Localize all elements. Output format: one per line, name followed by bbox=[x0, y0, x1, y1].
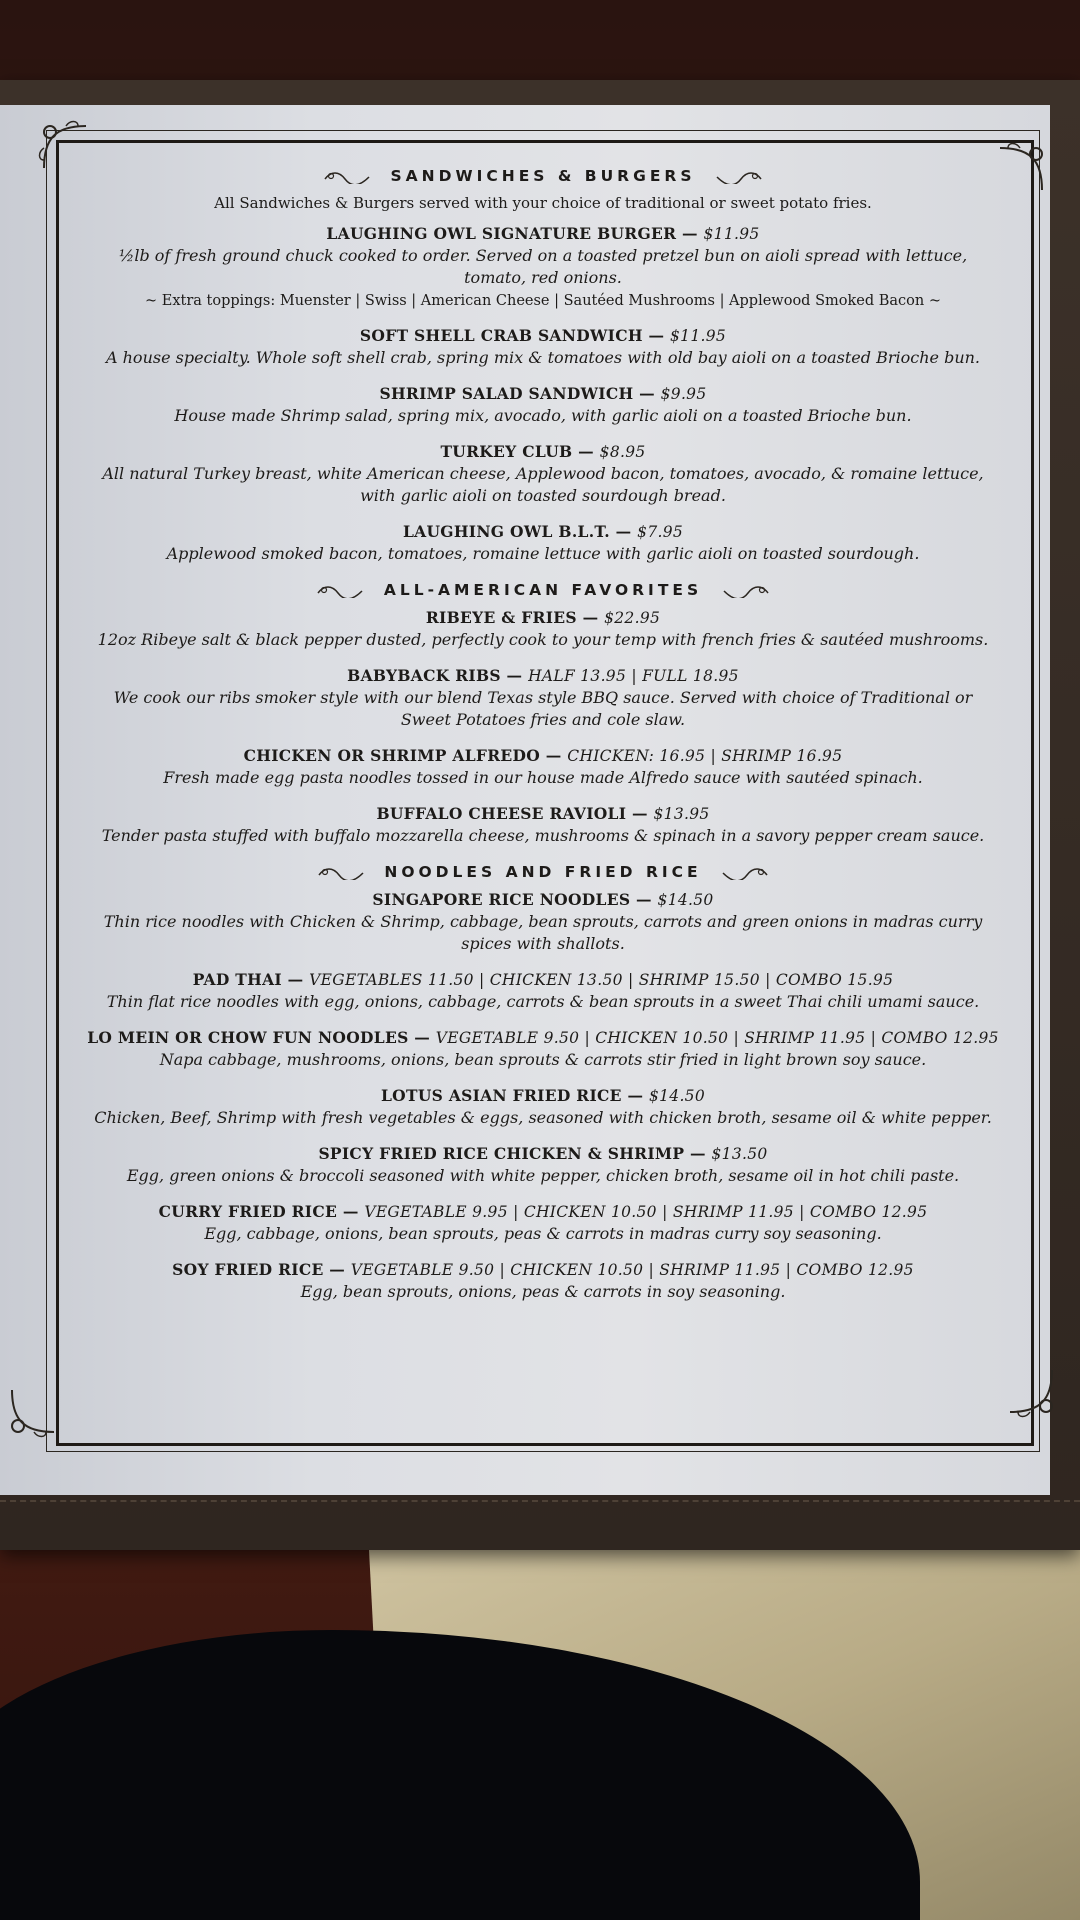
section-note: All Sandwiches & Burgers served with your choice of traditional or sweet potato fries. bbox=[214, 194, 872, 212]
menu-item bbox=[60, 803, 1026, 847]
item-description: Egg, bean sprouts, onions, peas & carrots in soy seasoning. bbox=[300, 1282, 786, 1301]
item-title: SOY FRIED RICE — VEGETABLE 9.50 | CHICKEN 10.50 | SHRIMP 11.95 | COMBO 12.95 bbox=[172, 1260, 914, 1279]
item-price: CHICKEN: 16.95 | SHRIMP 16.95 bbox=[567, 747, 843, 765]
item-title: LAUGHING OWL SIGNATURE BURGER — $11.95 bbox=[326, 224, 760, 243]
flourish-ornament-icon bbox=[317, 866, 365, 880]
item-price: VEGETABLE 9.50 | CHICKEN 10.50 | SHRIMP 11.95 | COMBO 12.95 bbox=[435, 1029, 999, 1047]
section-title-sandwiches: SANDWICHES & BURGERS bbox=[390, 167, 696, 185]
item-title: LAUGHING OWL B.L.T. — $7.95 bbox=[402, 522, 684, 541]
menu-item bbox=[60, 521, 1026, 565]
menu-content bbox=[60, 165, 1026, 1435]
flourish-ornament-icon bbox=[316, 584, 364, 598]
item-description: Thin flat rice noodles with egg, onions, cabbage, carrots & bean sprouts in a sweet Thai chili umami sauce. bbox=[106, 992, 980, 1011]
flourish-ornament-icon bbox=[721, 866, 769, 880]
corner-scroll-icon bbox=[4, 1380, 64, 1440]
item-price: $11.95 bbox=[670, 327, 727, 345]
item-description: 12oz Ribeye salt & black pepper dusted, perfectly cook to your temp with french fries & sautéed mushrooms. bbox=[97, 630, 989, 649]
item-price: $22.95 bbox=[604, 609, 661, 627]
item-price: VEGETABLES 11.50 | CHICKEN 13.50 | SHRIMP 15.50 | COMBO 15.95 bbox=[309, 971, 894, 989]
menu-item bbox=[60, 441, 1026, 507]
folder-stitching bbox=[0, 1500, 1080, 1504]
item-title: SOFT SHELL CRAB SANDWICH — $11.95 bbox=[359, 326, 727, 345]
item-price: $13.95 bbox=[653, 805, 710, 823]
item-price: $7.95 bbox=[637, 523, 684, 541]
item-price: VEGETABLE 9.50 | CHICKEN 10.50 | SHRIMP 11.95 | COMBO 12.95 bbox=[350, 1261, 914, 1279]
item-price: $8.95 bbox=[599, 443, 646, 461]
flourish-ornament-icon bbox=[715, 170, 763, 184]
item-price: HALF 13.95 | FULL 18.95 bbox=[528, 667, 739, 685]
item-title: PAD THAI — VEGETABLES 11.50 | CHICKEN 13.50 | SHRIMP 15.50 | COMBO 15.95 bbox=[192, 970, 894, 989]
item-title: CURRY FRIED RICE — VEGETABLE 9.95 | CHICKEN 10.50 | SHRIMP 11.95 | COMBO 12.95 bbox=[158, 1202, 928, 1221]
extra-toppings: ~ Extra toppings: Muenster | Swiss | American Cheese | Sautéed Mushrooms | Applewood Smoked Bacon ~ bbox=[145, 293, 941, 309]
item-price: $9.95 bbox=[660, 385, 707, 403]
item-title: CHICKEN OR SHRIMP ALFREDO — CHICKEN: 16.95 | SHRIMP 16.95 bbox=[243, 746, 843, 765]
menu-item bbox=[60, 889, 1026, 955]
item-title: LOTUS ASIAN FRIED RICE — $14.50 bbox=[380, 1086, 706, 1105]
item-price: $11.95 bbox=[703, 225, 760, 243]
flourish-ornament-icon bbox=[722, 584, 770, 598]
menu-item bbox=[60, 1259, 1026, 1303]
item-description: Egg, green onions & broccoli seasoned with white pepper, chicken broth, sesame oil in hot chili paste. bbox=[126, 1166, 960, 1185]
item-description: Napa cabbage, mushrooms, onions, bean sprouts & carrots stir fried in light brown soy sauce. bbox=[159, 1050, 927, 1069]
menu-item bbox=[60, 223, 1026, 311]
item-description: All natural Turkey breast, white American cheese, Applewood bacon, tomatoes, avocado, & romaine lettuce, with garlic aioli on toasted sourdough bread. bbox=[102, 464, 984, 505]
item-description: Thin rice noodles with Chicken & Shrimp, cabbage, bean sprouts, carrots and green onions in madras curry spices with shallots. bbox=[103, 912, 983, 953]
menu-item bbox=[60, 745, 1026, 789]
item-title: SPICY FRIED RICE CHICKEN & SHRIMP — $13.50 bbox=[318, 1144, 768, 1163]
item-description: Applewood smoked bacon, tomatoes, romaine lettuce with garlic aioli on toasted sourdough. bbox=[166, 544, 920, 563]
item-title: TURKEY CLUB — $8.95 bbox=[440, 442, 646, 461]
section-title-all-american: ALL-AMERICAN FAVORITES bbox=[383, 581, 703, 599]
item-title: RIBEYE & FRIES — $22.95 bbox=[425, 608, 661, 627]
item-description: ½lb of fresh ground chuck cooked to order. Served on a toasted pretzel bun on aioli spread with lettuce, tomato, red onions. bbox=[118, 246, 968, 287]
flourish-ornament-icon bbox=[323, 170, 371, 184]
menu-item bbox=[60, 325, 1026, 369]
item-description: A house specialty. Whole soft shell crab, spring mix & tomatoes with old bay aioli on a toasted Brioche bun. bbox=[105, 348, 981, 367]
item-title: BUFFALO CHEESE RAVIOLI — $13.95 bbox=[376, 804, 710, 823]
item-description: Fresh made egg pasta noodles tossed in our house made Alfredo sauce with sautéed spinach. bbox=[163, 768, 923, 787]
item-description: We cook our ribs smoker style with our blend Texas style BBQ sauce. Served with choice of Traditional or Sweet Potatoes fries and cole slaw. bbox=[113, 688, 973, 729]
item-title: SHRIMP SALAD SANDWICH — $9.95 bbox=[379, 384, 707, 403]
item-price: $14.50 bbox=[648, 1087, 706, 1105]
item-description: Egg, cabbage, onions, bean sprouts, peas & carrots in madras curry soy seasoning. bbox=[204, 1224, 882, 1243]
item-price: $13.50 bbox=[711, 1145, 768, 1163]
section-title-noodles: NOODLES AND FRIED RICE bbox=[384, 863, 702, 881]
item-price: $14.50 bbox=[657, 891, 714, 909]
menu-item bbox=[60, 1143, 1026, 1187]
item-price: VEGETABLE 9.95 | CHICKEN 10.50 | SHRIMP 11.95 | COMBO 12.95 bbox=[364, 1203, 928, 1221]
item-title: SINGAPORE RICE NOODLES — $14.50 bbox=[372, 890, 714, 909]
item-description: House made Shrimp salad, spring mix, avocado, with garlic aioli on a toasted Brioche bun. bbox=[174, 406, 912, 425]
section-heading bbox=[60, 861, 1026, 883]
menu-item bbox=[60, 1085, 1026, 1129]
section-heading bbox=[60, 579, 1026, 601]
item-description: Chicken, Beef, Shrimp with fresh vegetables & eggs, seasoned with chicken broth, sesame oil & white pepper. bbox=[94, 1108, 992, 1127]
menu-item bbox=[60, 1027, 1026, 1071]
item-title: BABYBACK RIBS — HALF 13.95 | FULL 18.95 bbox=[347, 666, 739, 685]
item-title: LO MEIN OR CHOW FUN NOODLES — VEGETABLE 9.50 | CHICKEN 10.50 | SHRIMP 11.95 | COMBO 12.95 bbox=[87, 1028, 999, 1047]
section-heading bbox=[60, 165, 1026, 187]
menu-item bbox=[60, 969, 1026, 1013]
menu-item bbox=[60, 665, 1026, 731]
item-description: Tender pasta stuffed with buffalo mozzarella cheese, mushrooms & spinach in a savory pepper cream sauce. bbox=[101, 826, 985, 845]
menu-item bbox=[60, 607, 1026, 651]
menu-item bbox=[60, 1201, 1026, 1245]
menu-item bbox=[60, 383, 1026, 427]
